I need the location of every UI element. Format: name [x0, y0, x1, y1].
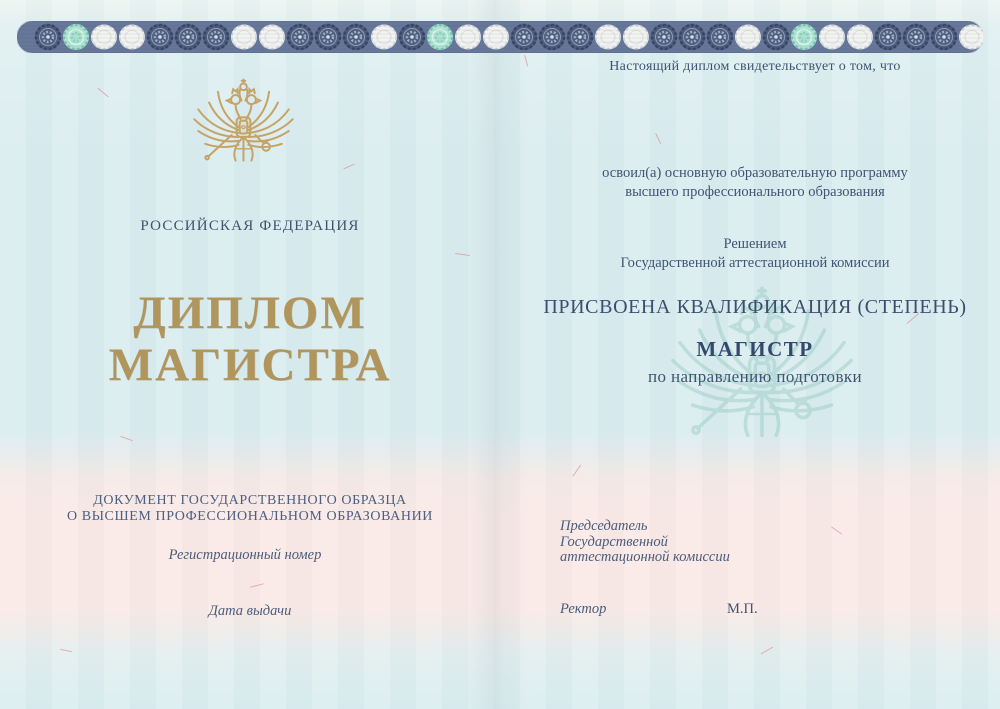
- program-statement-line2: высшего профессионального образования: [625, 184, 885, 200]
- state-document-note: [0, 493, 500, 524]
- issue-date-label: Дата выдачи: [208, 603, 292, 619]
- commission-decision-line2: Государственной аттестационной комиссии: [620, 255, 890, 271]
- chairman-signature-block: [560, 519, 860, 566]
- diploma-title-line2: МАГИСТРА: [108, 339, 392, 391]
- security-fiber: [761, 647, 774, 655]
- qualification-heading: ПРИСВОЕНА КВАЛИФИКАЦИЯ (СТЕПЕНЬ): [543, 296, 967, 318]
- diploma-title-line1: ДИПЛОМ: [133, 287, 367, 339]
- diploma-title: [0, 287, 500, 391]
- certification-note: Настоящий диплом свидетельствует о том, что: [609, 59, 901, 74]
- security-fiber: [97, 88, 109, 98]
- country-title: РОССИЙСКАЯ ФЕДЕРАЦИЯ: [140, 218, 360, 234]
- qualification-value: МАГИСТР: [696, 337, 814, 361]
- security-fiber: [343, 164, 354, 170]
- commission-decision-line1: Решением: [723, 236, 787, 252]
- direction-label: по направлению подготовки: [647, 367, 863, 386]
- security-fiber: [120, 436, 133, 442]
- chairman-line1: Председатель: [560, 518, 648, 534]
- registration-number-label: Регистрационный номер: [168, 547, 322, 563]
- security-fiber: [455, 253, 470, 256]
- security-fiber: [250, 583, 264, 588]
- security-fiber: [572, 465, 581, 477]
- state-document-note-line2: О ВЫСШЕМ ПРОФЕССИОНАЛЬНОМ ОБРАЗОВАНИИ: [66, 508, 434, 524]
- state-document-note-line1: ДОКУМЕНТ ГОСУДАРСТВЕННОГО ОБРАЗЦА: [93, 493, 407, 508]
- security-fiber: [524, 55, 528, 67]
- rector-signature-label: Ректор: [560, 601, 607, 617]
- guilloche-border: [17, 21, 983, 53]
- security-fiber: [655, 133, 661, 144]
- russian-coat-of-arms-icon: [181, 76, 306, 194]
- chairman-line2: Государственной: [560, 533, 668, 550]
- chairman-line3: аттестационной комиссии: [560, 549, 730, 565]
- program-statement: [520, 164, 990, 202]
- security-fiber: [60, 649, 72, 653]
- seal-place-label: М.П.: [727, 601, 758, 617]
- program-statement-line1: освоил(а) основную образовательную программу: [602, 165, 908, 181]
- commission-decision: [520, 235, 990, 273]
